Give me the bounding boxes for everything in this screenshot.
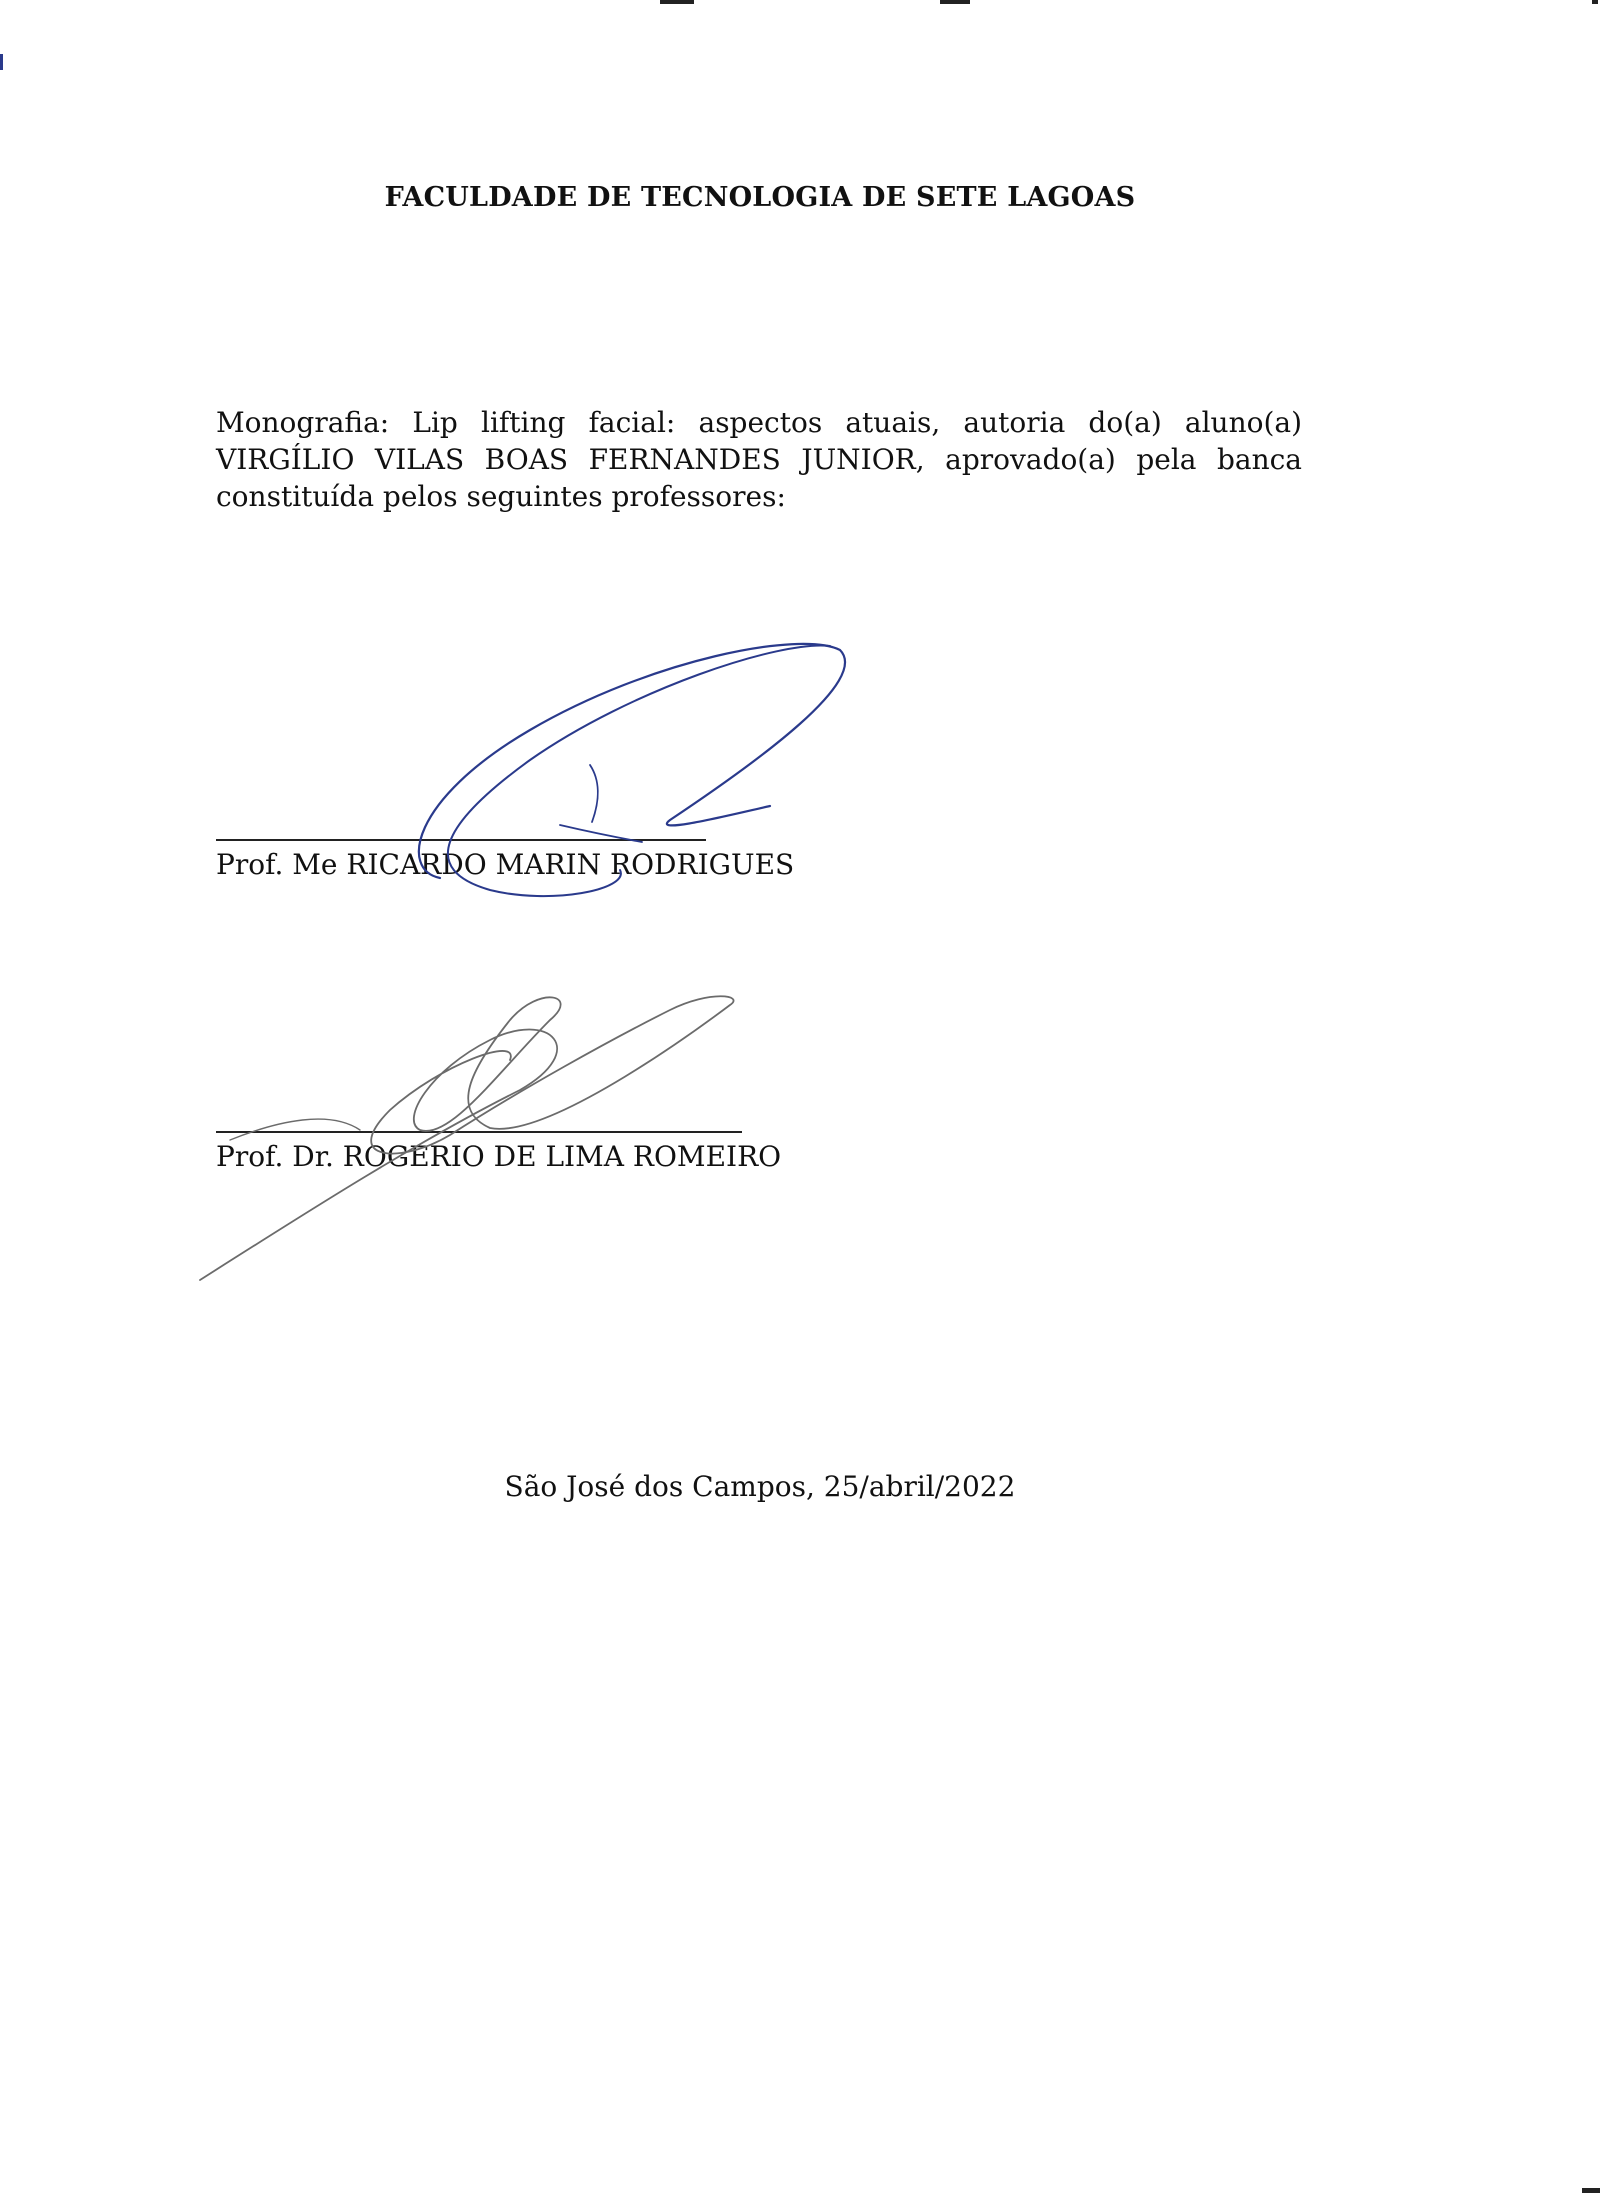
signatory-name-1: Prof. Me RICARDO MARIN RODRIGUES xyxy=(216,848,795,881)
scan-mark-left xyxy=(0,54,3,70)
scan-mark-top xyxy=(660,0,694,4)
institution-title: FACULDADE DE TECNOLOGIA DE SETE LAGOAS xyxy=(384,182,1136,213)
scan-mark-top-2 xyxy=(940,0,970,4)
signature-line-1 xyxy=(216,839,706,841)
scan-mark-top-right xyxy=(1592,0,1598,4)
place-and-date: São José dos Campos, 25/abril/2022 xyxy=(504,1470,1016,1503)
signature-line-2 xyxy=(216,1131,742,1133)
scan-mark-bottom-right xyxy=(1582,2188,1600,2193)
signatory-name-2: Prof. Dr. ROGERIO DE LIMA ROMEIRO xyxy=(216,1140,782,1173)
monograph-statement: Monografia: Lip lifting facial: aspectos atuais, autoria do(a) aluno(a) VIRGÍLIO VILAS BOAS FERNANDES JUNIOR, aprovado(a) pela banca constituída pelos seguintes professores: xyxy=(216,406,1302,513)
